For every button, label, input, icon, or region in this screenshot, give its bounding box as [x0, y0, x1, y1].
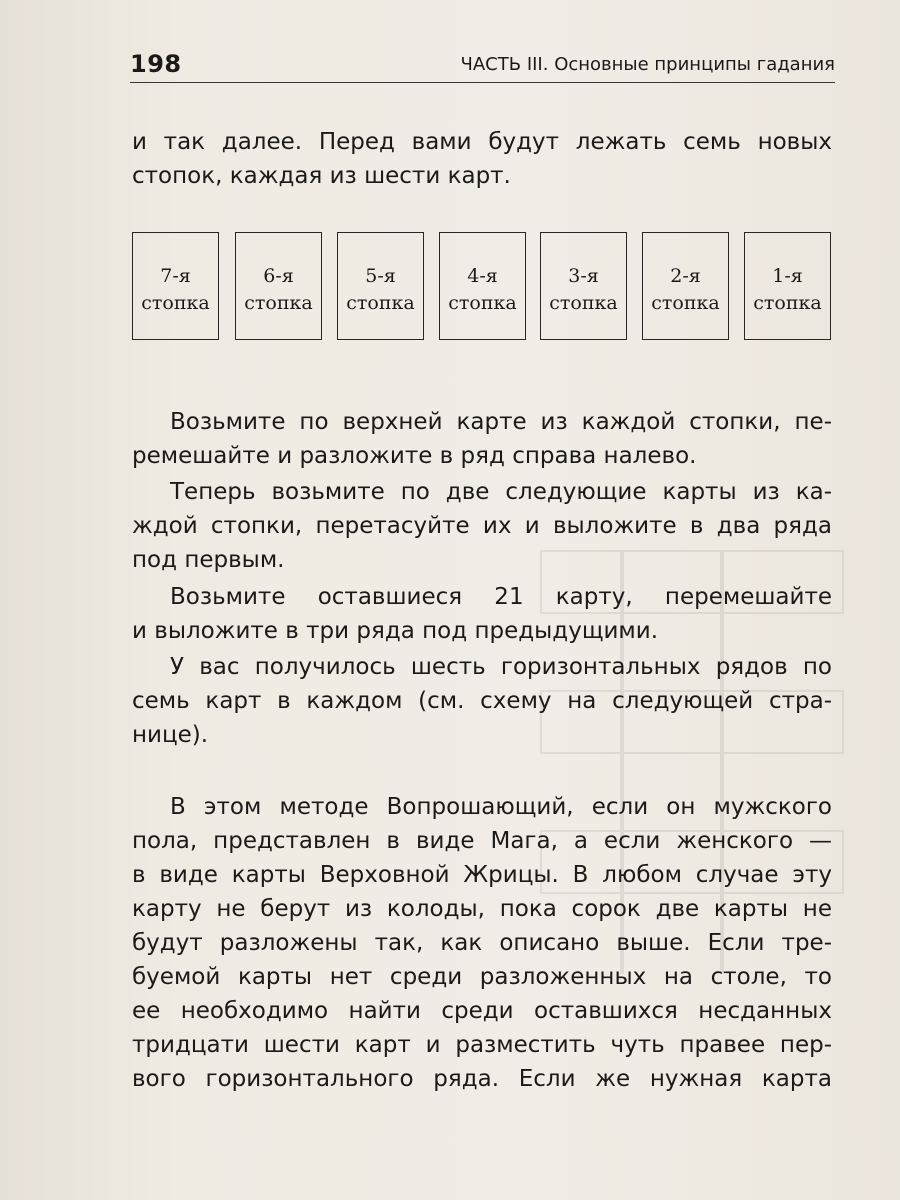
text-line: ремешайте и разложите в ряд справа налево. [132, 443, 697, 469]
pile-number: 6-я [263, 265, 294, 287]
pile-number: 7-я [160, 265, 191, 287]
paragraph [132, 790, 832, 1096]
text-line: буемой карты нет среди разложенных на столе, то [132, 964, 832, 990]
pile-number: 4-я [467, 265, 498, 287]
paragraph [132, 650, 832, 752]
text-line: и выложите в три ряда под предыдущими. [132, 618, 659, 644]
piles-diagram [132, 232, 832, 344]
text-line: вого горизонтального ряда. Если же нужная карта [132, 1066, 832, 1092]
pile-label: стопка [448, 292, 517, 314]
pile-box [439, 232, 526, 340]
text-line: ее необходимо найти среди оставшихся несданных [132, 998, 832, 1024]
pile-number: 1-я [772, 265, 803, 287]
page-number: 198 [130, 50, 182, 78]
text-line: тридцати шести карт и разместить чуть правее пер- [132, 1032, 832, 1058]
page-header [130, 46, 835, 83]
text-line: в виде карты Верховной Жрицы. В любом случае эту [132, 862, 832, 888]
text-line: пола, представлен в виде Мага, а если женского — [132, 828, 832, 854]
paragraph [132, 405, 832, 473]
intro-paragraph [132, 125, 832, 193]
pile-box [132, 232, 219, 340]
pile-number: 3-я [568, 265, 599, 287]
text-line: ждой стопки, перетасуйте их и выложите в два ряда [132, 513, 832, 539]
text-line: У вас получилось шесть горизонтальных рядов по [170, 654, 832, 680]
text-line: семь карт в каждом (см. схему на следующей стра- [132, 688, 832, 714]
pile-label: стопка [549, 292, 618, 314]
pile-number: 5-я [365, 265, 396, 287]
text-line: и так далее. Перед вами будут лежать семь новых [132, 129, 832, 155]
paragraph [132, 475, 832, 577]
pile-box [337, 232, 424, 340]
text-line: под первым. [132, 547, 285, 573]
text-line: карту не берут из колоды, пока сорок две карты не [132, 896, 832, 922]
text-line: Возьмите по верхней карте из каждой стопки, пе- [170, 409, 832, 435]
running-head: ЧАСТЬ III. Основные принципы гадания [460, 54, 835, 75]
text-line: Теперь возьмите по две следующие карты из ка- [170, 479, 832, 505]
text-line: В этом методе Вопрошающий, если он мужского [170, 794, 832, 820]
text-line: Возьмите оставшиеся 21 карту, перемешайте [170, 584, 832, 610]
paragraph [132, 580, 832, 648]
pile-label: стопка [141, 292, 210, 314]
pile-box [642, 232, 729, 340]
pile-number: 2-я [670, 265, 701, 287]
pile-box [744, 232, 831, 340]
text-line: нице). [132, 722, 209, 748]
pile-box [540, 232, 627, 340]
pile-label: стопка [346, 292, 415, 314]
pile-box [235, 232, 322, 340]
text-line: будут разложены так, как описано выше. Если тре- [132, 930, 832, 956]
pile-label: стопка [753, 292, 822, 314]
text-line: стопок, каждая из шести карт. [132, 163, 511, 189]
pile-label: стопка [651, 292, 720, 314]
pile-label: стопка [244, 292, 313, 314]
